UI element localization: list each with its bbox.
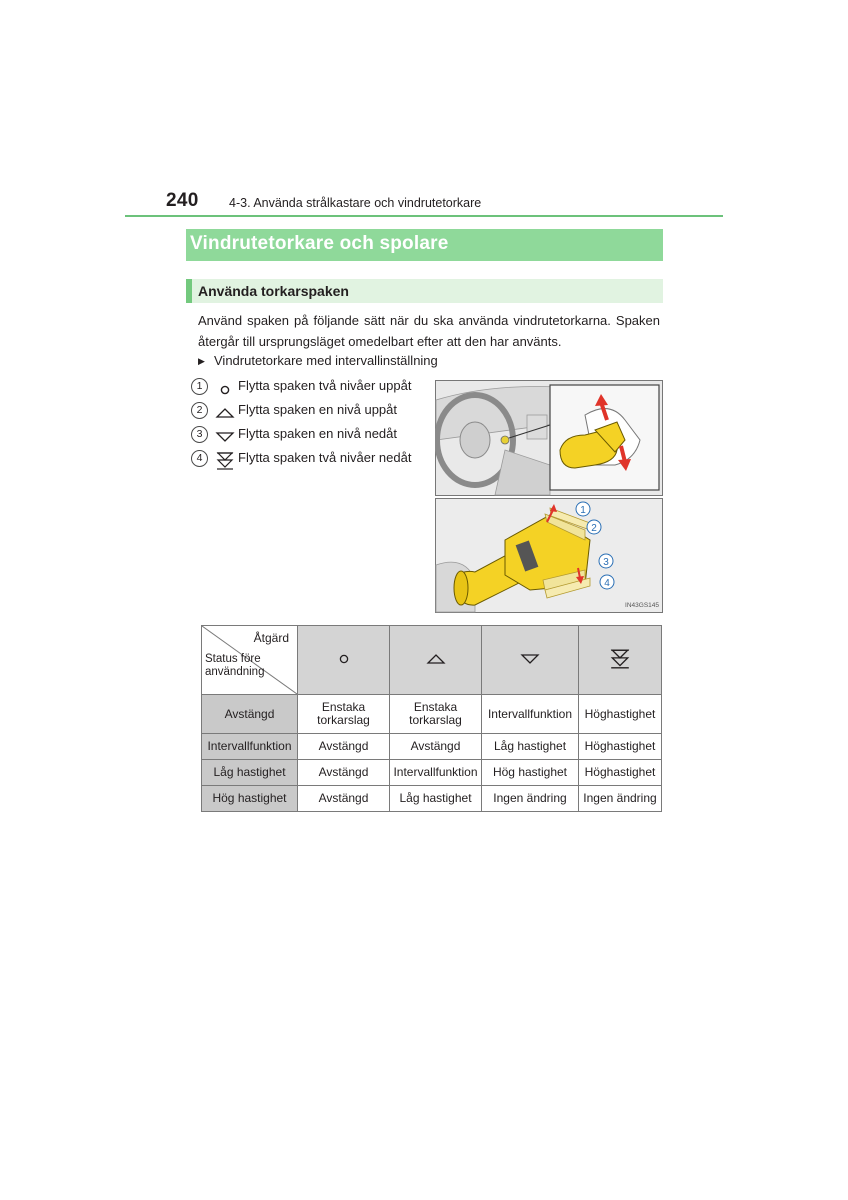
column-header	[390, 626, 482, 695]
wiper-lever-illustration	[435, 380, 663, 613]
step-text: Flytta spaken två nivåer uppåt	[238, 378, 412, 393]
header-divider	[125, 215, 723, 217]
column-header	[298, 626, 390, 695]
table-cell: Ingen ändring	[482, 786, 579, 812]
step-number: 3	[191, 426, 208, 443]
callout-4: 4	[604, 578, 610, 589]
table-row	[202, 695, 662, 734]
intro-paragraph: Använd spaken på följande sätt när du ska använda vindrutetorkarna. Spaken återgår till ursprungsläget omedelbart efter att den har använts.	[198, 313, 660, 349]
table-cell: Avstängd	[298, 734, 390, 760]
breadcrumb: 4-3. Använda strålkastare och vindrutetorkare	[229, 196, 482, 210]
table-cell: Ingen ändring	[579, 786, 662, 812]
section-title: Vindrutetorkare och spolare	[190, 233, 449, 254]
table-cell: Intervallfunktion	[390, 760, 482, 786]
table-cell: Höghastighet	[579, 734, 662, 760]
table-cell: Intervallfunktion	[482, 695, 579, 734]
table-cell: Avstängd	[298, 760, 390, 786]
subsection-title: Använda torkarspaken	[198, 283, 349, 299]
table-cell: Låg hastighet	[390, 786, 482, 812]
subsection-accent	[186, 279, 192, 303]
column-header	[482, 626, 579, 695]
table-cell: Avstängd	[298, 786, 390, 812]
circle-icon	[215, 379, 235, 396]
table-row	[202, 760, 662, 786]
triangle-up-icon	[215, 403, 235, 420]
step-number: 2	[191, 402, 208, 419]
callout-1: 1	[580, 505, 586, 516]
callout-3: 3	[603, 557, 609, 568]
operation-table	[201, 625, 662, 812]
table-cell: Enstaka torkarslag	[298, 695, 390, 734]
table-cell: Avstängd	[390, 734, 482, 760]
table-cell: Höghastighet	[579, 695, 662, 734]
step-text: Flytta spaken en nivå uppåt	[238, 402, 397, 417]
page-number: 240	[166, 190, 199, 211]
table-row	[202, 734, 662, 760]
step-text: Flytta spaken en nivå nedåt	[238, 426, 397, 441]
bullet-text: Vindrutetorkare med intervallinställning	[214, 353, 438, 368]
row-header: Låg hastighet	[202, 760, 298, 786]
callout-2: 2	[591, 523, 597, 534]
table-cell: Låg hastighet	[482, 734, 579, 760]
table-corner-cell	[202, 626, 298, 695]
table-cell: Enstaka torkarslag	[390, 695, 482, 734]
table-header-row	[202, 626, 662, 695]
corner-status-label: Status före användning	[205, 653, 265, 678]
step-number: 4	[191, 450, 208, 467]
step-number: 1	[191, 378, 208, 395]
column-header	[579, 626, 662, 695]
row-header: Intervallfunktion	[202, 734, 298, 760]
double-triangle-down-icon	[609, 648, 631, 670]
table-cell: Hög hastighet	[482, 760, 579, 786]
triangle-up-icon	[426, 649, 446, 669]
bullet-marker-icon: ▶	[198, 356, 205, 366]
circle-icon	[334, 649, 354, 669]
illustration-code: IN43GS145	[625, 602, 659, 609]
step-text: Flytta spaken två nivåer nedåt	[238, 450, 412, 465]
double-triangle-down-icon	[215, 451, 235, 471]
triangle-down-icon	[520, 649, 540, 669]
table-cell: Höghastighet	[579, 760, 662, 786]
row-header: Hög hastighet	[202, 786, 298, 812]
triangle-down-icon	[215, 427, 235, 444]
corner-action-label: Åtgärd	[253, 631, 289, 645]
row-header: Avstängd	[202, 695, 298, 734]
table-row	[202, 786, 662, 812]
